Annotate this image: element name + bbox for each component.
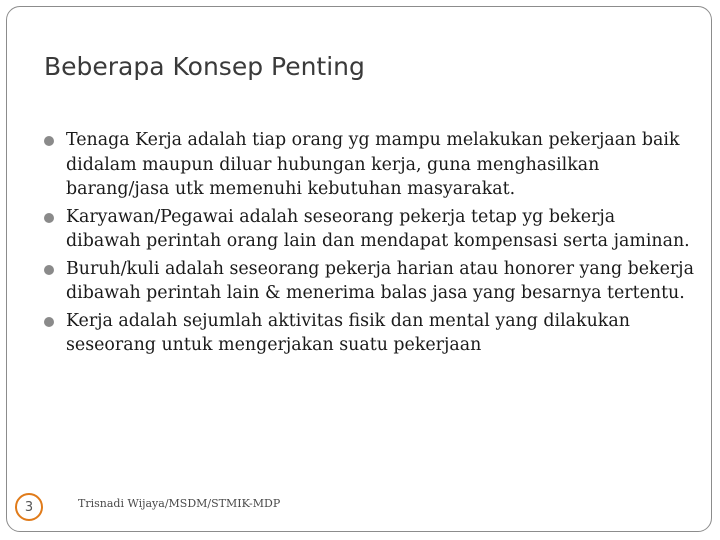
bullet-item: [44, 309, 694, 358]
footer-text: Trisnadi Wijaya/MSDM/STMIK-MDP: [78, 497, 281, 510]
bullet-item: [44, 257, 694, 306]
bullet-dot-icon: [44, 265, 54, 275]
slide-title: Beberapa Konsep Penting: [44, 52, 365, 81]
bullet-dot-icon: [44, 136, 54, 146]
bullet-text: Karyawan/Pegawai adalah seseorang pekerja tetap yg bekerja dibawah perintah orang lain dan mendapat kompensasi serta jaminan.: [66, 206, 690, 251]
bullet-item: [44, 205, 694, 254]
bullet-item: [44, 128, 694, 202]
bullet-text: Tenaga Kerja adalah tiap orang yg mampu melakukan pekerjaan baik didalam maupun diluar hubungan kerja, guna menghasilkan barang/jasa utk memenuhi kebutuhan masyarakat.: [66, 130, 680, 199]
bullet-text: Buruh/kuli adalah seseorang pekerja harian atau honorer yang bekerja dibawah perintah lain & menerima balas jasa yang besarnya tertentu.: [66, 258, 694, 303]
page-number-badge: 3: [15, 493, 43, 521]
bullet-dot-icon: [44, 317, 54, 327]
bullet-dot-icon: [44, 213, 54, 223]
bullet-text: Kerja adalah sejumlah aktivitas fisik dan mental yang dilakukan seseorang untuk mengerjakan suatu pekerjaan: [66, 310, 630, 355]
bullet-list: [44, 128, 694, 361]
